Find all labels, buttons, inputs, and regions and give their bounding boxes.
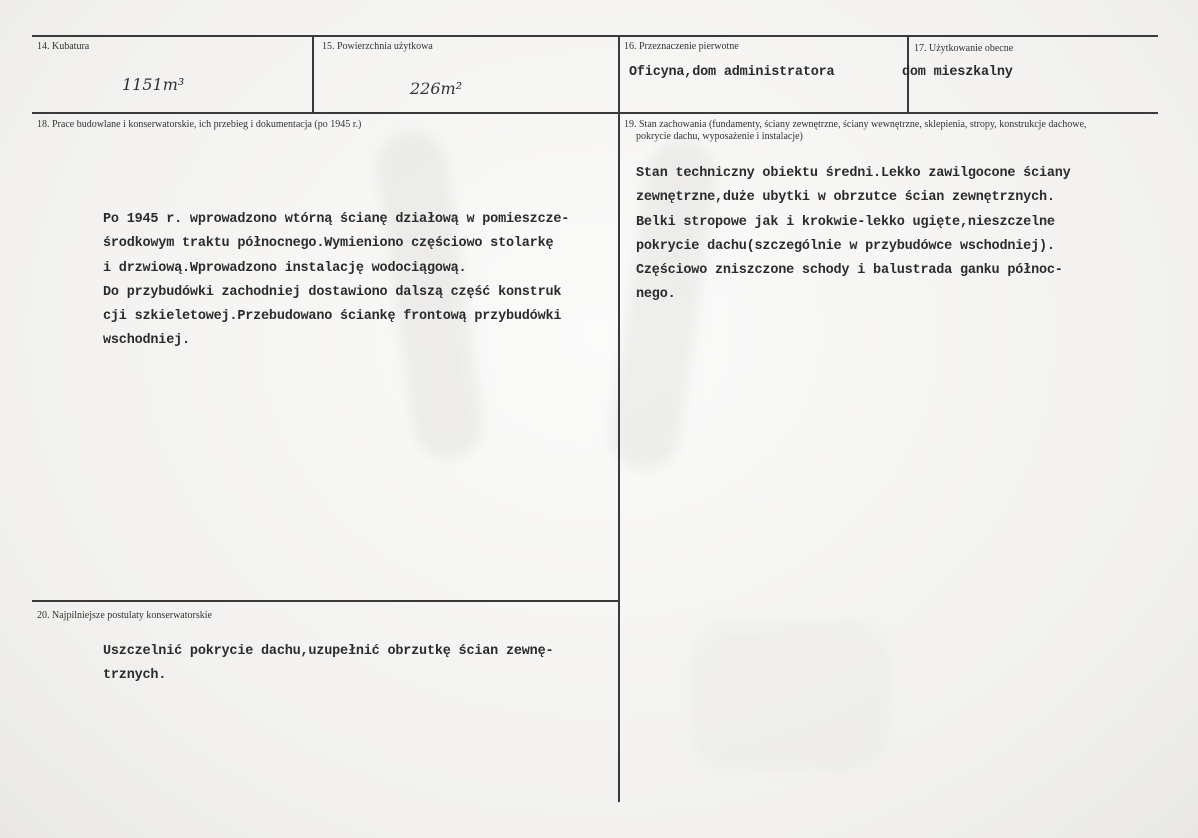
text-line: i drzwiową.Wprowadzono instalację wodociągową. <box>103 260 467 276</box>
text-line: Uszczelnić pokrycie dachu,uzupełnić obrzutkę ścian zewnę- <box>103 644 554 659</box>
paper-stain <box>690 620 890 770</box>
form-divider-row1 <box>32 112 1158 114</box>
field-19-label-line1: 19. Stan zachowania (fundamenty, ściany zewnętrzne, ściany wewnętrzne, sklepienia, stropy, konstrukcje dachowe, <box>624 119 1087 130</box>
text-line: Stan techniczny obiektu średni.Lekko zawilgocone ściany <box>636 166 1071 181</box>
form-divider-col2 <box>618 35 620 802</box>
field-17-value: dom mieszkalny <box>902 65 1013 80</box>
text-line: Belki stropowe jak i krokwie-lekko ugięte,nieszczelne <box>636 214 1055 230</box>
field-20-label: 20. Najpilniejsze postulaty konserwatorskie <box>37 610 212 621</box>
text-line: wschodniej. <box>103 333 190 349</box>
field-14-value: 1151m³ <box>122 75 185 94</box>
text-line: nego. <box>636 287 676 303</box>
text-line: trznych. <box>103 668 167 684</box>
field-17-label: 17. Użytkowanie obecne <box>914 43 1014 54</box>
field-18-text <box>103 208 569 354</box>
field-16-value: Oficyna,dom administratora <box>629 65 835 80</box>
field-18-label: 18. Prace budowlane i konserwatorskie, ich przebieg i dokumentacja (po 1945 r.) <box>37 119 362 130</box>
text-line: cji szkieletowej.Przebudowano ściankę frontową przybudówki <box>103 309 562 325</box>
text-line: Po 1945 r. wprowadzono wtórną ścianę działową w pomieszcze- <box>103 212 570 227</box>
text-line: środkowym traktu północnego.Wymieniono częściowo stolarkę <box>103 236 554 252</box>
text-line: Do przybudówki zachodniej dostawiono dalszą część konstruk <box>103 284 562 300</box>
form-divider-col1 <box>312 35 314 113</box>
field-20-text <box>103 640 553 689</box>
form-border-top <box>32 35 1158 37</box>
field-19-text <box>636 162 1071 308</box>
field-15-label: 15. Powierzchnia użytkowa <box>322 41 433 52</box>
field-14-label: 14. Kubatura <box>37 41 90 52</box>
field-19-label <box>624 119 1154 143</box>
text-line: pokrycie dachu(szczególnie w przybudówce wschodniej). <box>636 238 1055 254</box>
text-line: Częściowo zniszczone schody i balustrada ganku północ- <box>636 263 1063 279</box>
field-15-value: 226m² <box>410 79 463 98</box>
form-divider-row2 <box>32 600 618 602</box>
field-19-label-line2: pokrycie dachu, wyposażenie i instalacje) <box>636 131 803 142</box>
text-line: zewnętrzne,duże ubytki w obrzutce ścian zewnętrznych. <box>636 190 1055 206</box>
field-16-label: 16. Przeznaczenie pierwotne <box>624 41 739 52</box>
